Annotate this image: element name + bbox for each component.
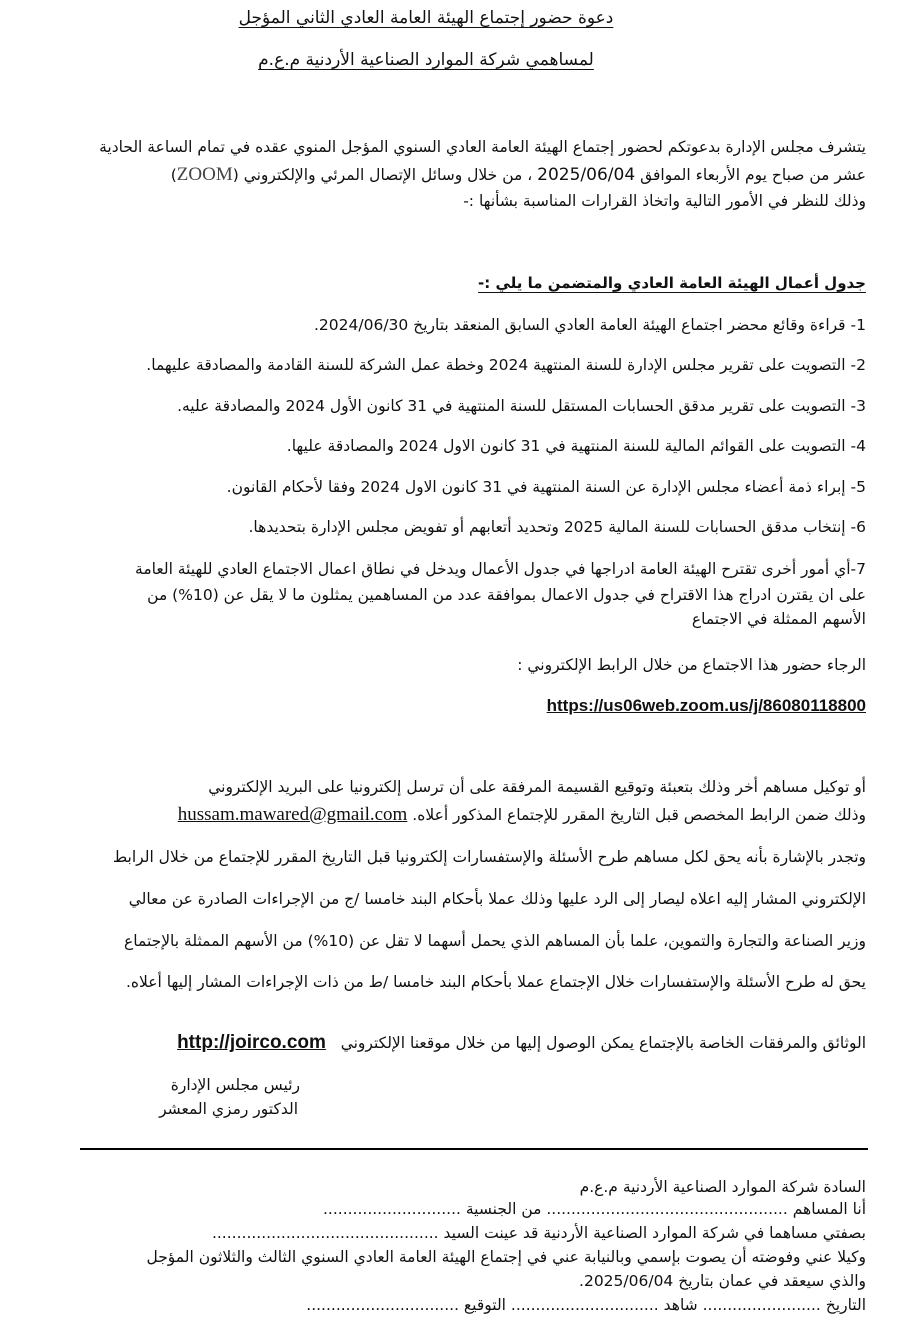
proxy-line-2 xyxy=(178,804,866,826)
form-line-6: التاريخ ........................ شاهد .............................. التوقيع ............................... xyxy=(306,1296,866,1314)
intro-line-2 xyxy=(171,164,866,186)
zoom-label: ZOOM xyxy=(176,164,233,185)
proxy-line-1: أو توكيل مساهم أخر وذلك بتعبئة وتوقيع القسيمة المرفقة على أن ترسل إلكترونيا على البريد الإلكتروني xyxy=(208,778,866,796)
documents-spacer xyxy=(326,1034,341,1052)
agenda-item-4: 4- التصويت على القوائم المالية للسنة المنتهية في 31 كانون الاول 2024 والمصادقة عليها. xyxy=(286,437,866,455)
questions-line-4: يحق له طرح الأسئلة والإستفسارات خلال الإجتماع عملا بأحكام البند خامسا /ط من ذات الإجراءات المشار إليها أعلاه. xyxy=(126,973,866,991)
agenda-heading: جدول أعمال الهيئة العامة العادي والمتضمن ما يلي :- xyxy=(478,274,866,292)
form-line-3: بصفتي مساهما في شركة الموارد الصناعية الأردنية قد عينت السيد .............................................. xyxy=(211,1224,866,1242)
form-line-1: السادة شركة الموارد الصناعية الأردنية م.ع.م xyxy=(579,1178,866,1196)
meeting-date: 2025/06/04 xyxy=(537,165,636,185)
documents-text: الوثائق والمرفقات الخاصة بالإجتماع يمكن الوصول إليها من خلال موقعنا الإلكتروني xyxy=(340,1034,866,1052)
proxy-line-2-text: وذلك ضمن الرابط المخصص قبل التاريخ المقرر للإجتماع المذكور أعلاه. xyxy=(412,806,866,824)
intro-line-2-pre: عشر من صباح يوم الأربعاء الموافق xyxy=(635,166,866,184)
document-title: دعوة حضور إجتماع الهيئة العامة العادي الثاني المؤجل xyxy=(238,8,614,28)
agenda-item-5: 5- إبراء ذمة أعضاء مجلس الإدارة عن السنة المنتهية في 31 كانون الاول 2024 وفقا لأحكام القانون. xyxy=(226,478,866,496)
form-line-5: والذي سيعقد في عمان بتاريخ 2025/06/04. xyxy=(579,1272,866,1290)
agenda-item-1: 1- قراءة وقائع محضر اجتماع الهيئة العامة العادي السابق المنعقد بتاريخ 2024/06/30. xyxy=(313,316,866,334)
zoom-meeting-link[interactable]: https://us06web.zoom.us/j/86080118800 xyxy=(546,696,866,715)
form-separator xyxy=(80,1148,868,1150)
proxy-email-link[interactable]: hussam.mawared@gmail.com xyxy=(177,804,408,825)
agenda-item-2: 2- التصويت على تقرير مجلس الإدارة للسنة المنتهية 2024 وخطة عمل الشركة للسنة القادمة والمصادقة عليهما. xyxy=(146,356,866,374)
attend-instruction: الرجاء حضور هذا الاجتماع من خلال الرابط الإلكتروني : xyxy=(517,656,866,674)
questions-line-3: وزير الصناعة والتجارة والتموين، علما بأن المساهم الذي يحمل أسهما لا تقل عن (10%) من الأسهم الممثلة بالإجتماع xyxy=(124,932,866,950)
intro-line-2-close: ) xyxy=(170,166,177,184)
form-line-2: أنا المساهم ................................................. من الجنسية ............................ xyxy=(322,1200,866,1218)
document-subtitle: لمساهمي شركة الموارد الصناعية الأردنية م.ع.م xyxy=(258,50,594,70)
chairman-role: رئيس مجلس الإدارة xyxy=(170,1076,300,1094)
questions-line-1: وتجدر بالإشارة بأنه يحق لكل مساهم طرح الأسئلة والإستفسارات إلكترونيا قبل التاريخ المقرر للإجتماع من خلال الرابط xyxy=(112,848,866,866)
chairman-name: الدكتور رمزي المعشر xyxy=(159,1100,298,1118)
intro-line-3: وذلك للنظر في الأمور التالية واتخاذ القرارات المناسبة بشأنها :- xyxy=(463,192,866,210)
agenda-item-7-line-2: على ان يقترن ادراج هذا الاقتراح في جدول الاعمال بموافقة عدد من المساهمين يمثلون ما لا يقل عن (10%) من xyxy=(147,586,866,604)
intro-line-2-post: ، من خلال وسائل الإتصال المرئي والإلكتروني ( xyxy=(232,166,538,184)
agenda-item-7-line-1: 7-أي أمور أخرى تقترح الهيئة العامة ادراجها في جدول الأعمال ويدخل في نطاق اعمال الاجتماع العادي للهيئة العامة xyxy=(135,560,866,578)
intro-line-1: يتشرف مجلس الإدارة بدعوتكم لحضور إجتماع الهيئة العامة العادي السنوي المؤجل المنوي عقده في تمام الساعة الحادية xyxy=(99,138,866,156)
agenda-item-3: 3- التصويت على تقرير مدقق الحسابات المستقل للسنة المنتهية في 31 كانون الأول 2024 والمصادقة عليه. xyxy=(177,397,866,415)
agenda-item-7-line-3: الأسهم الممثلة في الاجتماع xyxy=(691,610,866,628)
form-line-4: وكيلا عني وفوضته أن يصوت بإسمي وبالنيابة عني في إجتماع الهيئة العامة العادي السنوي الثالث والثلاثون المؤجل xyxy=(146,1248,866,1266)
questions-line-2: الإلكتروني المشار إليه اعلاه ليصار إلى الرد عليها وذلك عملا بأحكام البند خامسا /ج من الإجراءات الصادرة عن معالي xyxy=(128,890,866,908)
documents-line xyxy=(177,1032,866,1054)
company-website-link[interactable]: http://joirco.com xyxy=(177,1032,326,1053)
agenda-item-6: 6- إنتخاب مدقق الحسابات للسنة المالية 2025 وتحديد أتعابهم أو تفويض مجلس الإدارة بتحديدها. xyxy=(248,518,866,536)
